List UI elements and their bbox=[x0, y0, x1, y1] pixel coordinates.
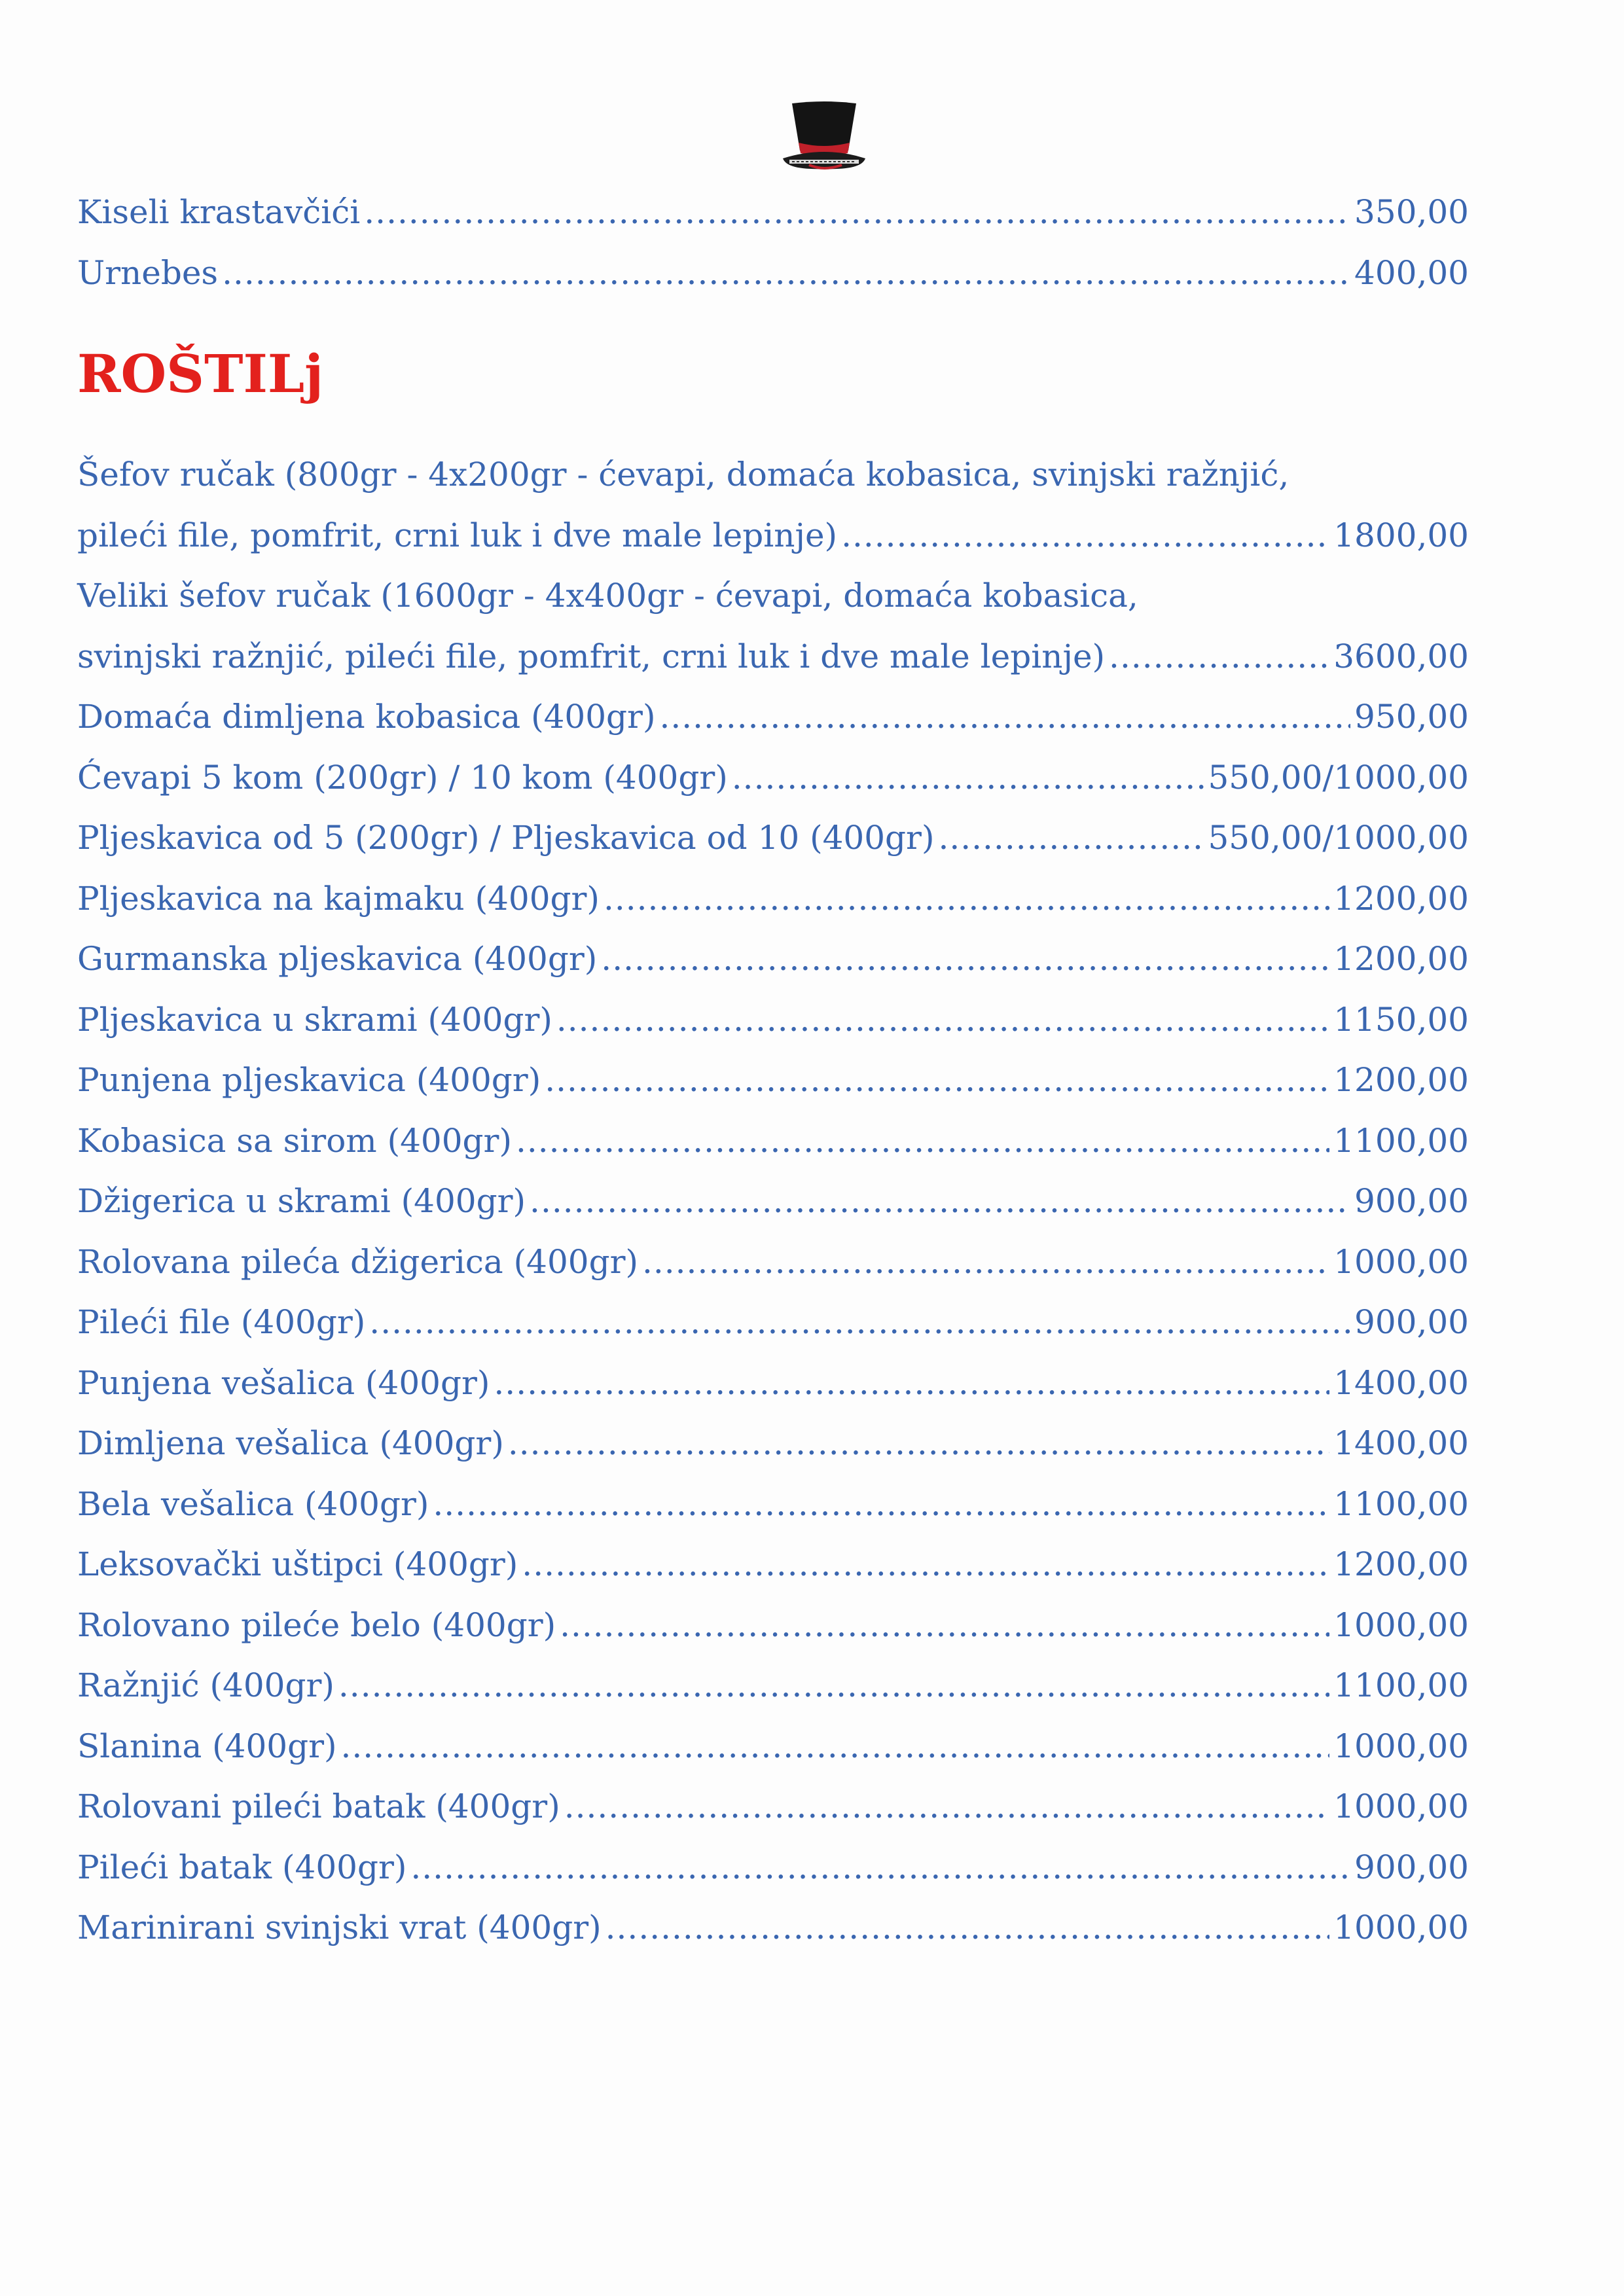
dot-leader bbox=[556, 990, 1329, 1050]
menu-item-row bbox=[77, 1232, 1469, 1293]
menu-item-name: Marinirani svinjski vrat (400gr) bbox=[77, 1909, 602, 1946]
menu-item-row bbox=[77, 1353, 1469, 1414]
menu-item-name: Kiseli krastavčići bbox=[77, 193, 361, 231]
menu-item-name: Slanina (400gr) bbox=[77, 1727, 337, 1765]
menu-item-row bbox=[77, 1474, 1469, 1535]
menu-item-row bbox=[77, 1716, 1469, 1777]
dot-leader bbox=[564, 1776, 1330, 1837]
dot-leader bbox=[938, 808, 1204, 869]
menu-item-price: 550,00/1000,00 bbox=[1208, 819, 1469, 857]
dot-leader bbox=[341, 1716, 1330, 1777]
menu-item-name: Domaća dimljena kobasica (400gr) bbox=[77, 698, 656, 736]
menu-item-name: Punjena vešalica (400gr) bbox=[77, 1363, 490, 1402]
menu-item-price: 1200,00 bbox=[1333, 1061, 1469, 1099]
menu-item-price: 1200,00 bbox=[1333, 879, 1469, 918]
menu-item-name: Rolovano pileće belo (400gr) bbox=[77, 1605, 556, 1644]
menu-item-price: 3600,00 bbox=[1333, 637, 1469, 675]
menu-item-price: 1100,00 bbox=[1333, 1121, 1469, 1160]
menu-item-name: Ćevapi 5 kom (200gr) / 10 kom (400gr) bbox=[77, 758, 728, 797]
dot-leader bbox=[369, 1292, 1350, 1353]
menu-item-row bbox=[77, 505, 1469, 566]
dot-leader bbox=[605, 1897, 1330, 1958]
menu-item-price: 1100,00 bbox=[1333, 1666, 1469, 1704]
menu-item-row bbox=[77, 808, 1469, 869]
menu-item-price: 1000,00 bbox=[1333, 1727, 1469, 1765]
menu-item-row bbox=[77, 1413, 1469, 1474]
dot-leader bbox=[642, 1232, 1329, 1293]
menu-item-name: Pileći batak (400gr) bbox=[77, 1848, 407, 1886]
menu-item-row bbox=[77, 1837, 1469, 1898]
menu-item-name: Kobasica sa sirom (400gr) bbox=[77, 1121, 512, 1160]
menu-item-name: Ražnjić (400gr) bbox=[77, 1666, 334, 1704]
menu-item-row bbox=[77, 1655, 1469, 1716]
menu-item-row bbox=[77, 1292, 1469, 1353]
top-hat-logo-icon bbox=[783, 99, 865, 175]
menu-item-price: 1000,00 bbox=[1333, 1605, 1469, 1644]
menu-item-name: Leksovački uštipci (400gr) bbox=[77, 1545, 518, 1583]
menu-item-row bbox=[77, 1897, 1469, 1958]
menu-item-name: Punjena pljeskavica (400gr) bbox=[77, 1061, 541, 1099]
dot-leader bbox=[338, 1655, 1329, 1716]
menu-item-price: 950,00 bbox=[1354, 698, 1469, 736]
menu-item-name: Pljeskavica u skrami (400gr) bbox=[77, 1000, 552, 1039]
menu-item-description-line: Veliki šefov ručak (1600gr - 4x400gr - ćevapi, domaća kobasica, bbox=[77, 577, 1138, 615]
dot-leader bbox=[364, 182, 1350, 243]
menu-item-row bbox=[77, 1595, 1469, 1656]
menu-item-name: Pljeskavica od 5 (200gr) / Pljeskavica od 10 (400gr) bbox=[77, 819, 935, 857]
dot-leader bbox=[410, 1837, 1350, 1898]
dot-leader bbox=[1109, 626, 1329, 687]
menu-item-price: 1200,00 bbox=[1333, 940, 1469, 978]
menu-item-price: 900,00 bbox=[1354, 1303, 1469, 1341]
menu-item-row bbox=[77, 1050, 1469, 1111]
menu-item-row bbox=[77, 929, 1469, 990]
menu-content bbox=[77, 182, 1469, 1958]
menu-item-name: Rolovana pileća džigerica (400gr) bbox=[77, 1242, 638, 1281]
menu-item-price: 1400,00 bbox=[1333, 1363, 1469, 1402]
dot-leader bbox=[545, 1050, 1329, 1111]
menu-item-name: svinjski ražnjić, pileći file, pomfrit, crni luk i dve male lepinje) bbox=[77, 637, 1106, 675]
menu-item-price: 350,00 bbox=[1354, 193, 1469, 231]
menu-item-price: 1800,00 bbox=[1333, 516, 1469, 554]
dot-leader bbox=[601, 929, 1329, 990]
section-title: ROŠTILj bbox=[77, 343, 324, 404]
menu-item-name: Dimljena vešalica (400gr) bbox=[77, 1424, 504, 1462]
dot-leader bbox=[560, 1595, 1329, 1656]
menu-item-name: Rolovani pileći batak (400gr) bbox=[77, 1787, 560, 1825]
dot-leader bbox=[508, 1413, 1329, 1474]
dot-leader bbox=[522, 1534, 1329, 1595]
dot-leader bbox=[433, 1474, 1329, 1535]
menu-item-row bbox=[77, 1776, 1469, 1837]
menu-item-price: 1000,00 bbox=[1333, 1909, 1469, 1946]
menu-item-price: 1100,00 bbox=[1333, 1484, 1469, 1523]
menu-item-row bbox=[77, 182, 1469, 243]
dot-leader bbox=[732, 747, 1204, 808]
menu-item-price: 400,00 bbox=[1354, 253, 1469, 292]
menu-item-list bbox=[77, 687, 1469, 1958]
menu-item-description-line: Šefov ručak (800gr - 4x200gr - ćevapi, domaća kobasica, svinjski ražnjić, bbox=[77, 456, 1290, 493]
menu-item-price: 1000,00 bbox=[1333, 1787, 1469, 1825]
dot-leader bbox=[516, 1111, 1329, 1172]
menu-item-name: Gurmanska pljeskavica (400gr) bbox=[77, 940, 598, 978]
menu-item-row bbox=[77, 1171, 1469, 1232]
menu-item-name: pileći file, pomfrit, crni luk i dve male lepinje) bbox=[77, 516, 838, 554]
menu-item-name: Džigerica u skrami (400gr) bbox=[77, 1182, 526, 1220]
menu-item-row bbox=[77, 1111, 1469, 1172]
dot-leader bbox=[530, 1171, 1350, 1232]
menu-item-price: 1150,00 bbox=[1333, 1000, 1469, 1039]
menu-item-price: 1200,00 bbox=[1333, 1545, 1469, 1583]
dot-leader bbox=[841, 505, 1329, 566]
menu-item-price: 900,00 bbox=[1354, 1182, 1469, 1220]
dot-leader bbox=[494, 1353, 1329, 1414]
dot-leader bbox=[659, 687, 1350, 747]
menu-item-row bbox=[77, 626, 1469, 687]
menu-item-row bbox=[77, 990, 1469, 1050]
menu-item-name: Urnebes bbox=[77, 253, 219, 292]
dot-leader bbox=[222, 243, 1350, 304]
menu-item-price: 900,00 bbox=[1354, 1848, 1469, 1886]
menu-item-row bbox=[77, 1534, 1469, 1595]
menu-item-row bbox=[77, 747, 1469, 808]
menu-item-name: Pljeskavica na kajmaku (400gr) bbox=[77, 879, 600, 918]
menu-item-name: Pileći file (400gr) bbox=[77, 1303, 366, 1341]
menu-item-name: Bela vešalica (400gr) bbox=[77, 1484, 429, 1523]
top-hat-icon bbox=[783, 99, 865, 175]
menu-item-price: 550,00/1000,00 bbox=[1208, 758, 1469, 797]
dot-leader bbox=[604, 869, 1329, 929]
menu-item-price: 1000,00 bbox=[1333, 1242, 1469, 1281]
menu-item-row bbox=[77, 243, 1469, 304]
menu-item-price: 1400,00 bbox=[1333, 1424, 1469, 1462]
menu-item-row bbox=[77, 869, 1469, 929]
menu-item-row bbox=[77, 687, 1469, 747]
